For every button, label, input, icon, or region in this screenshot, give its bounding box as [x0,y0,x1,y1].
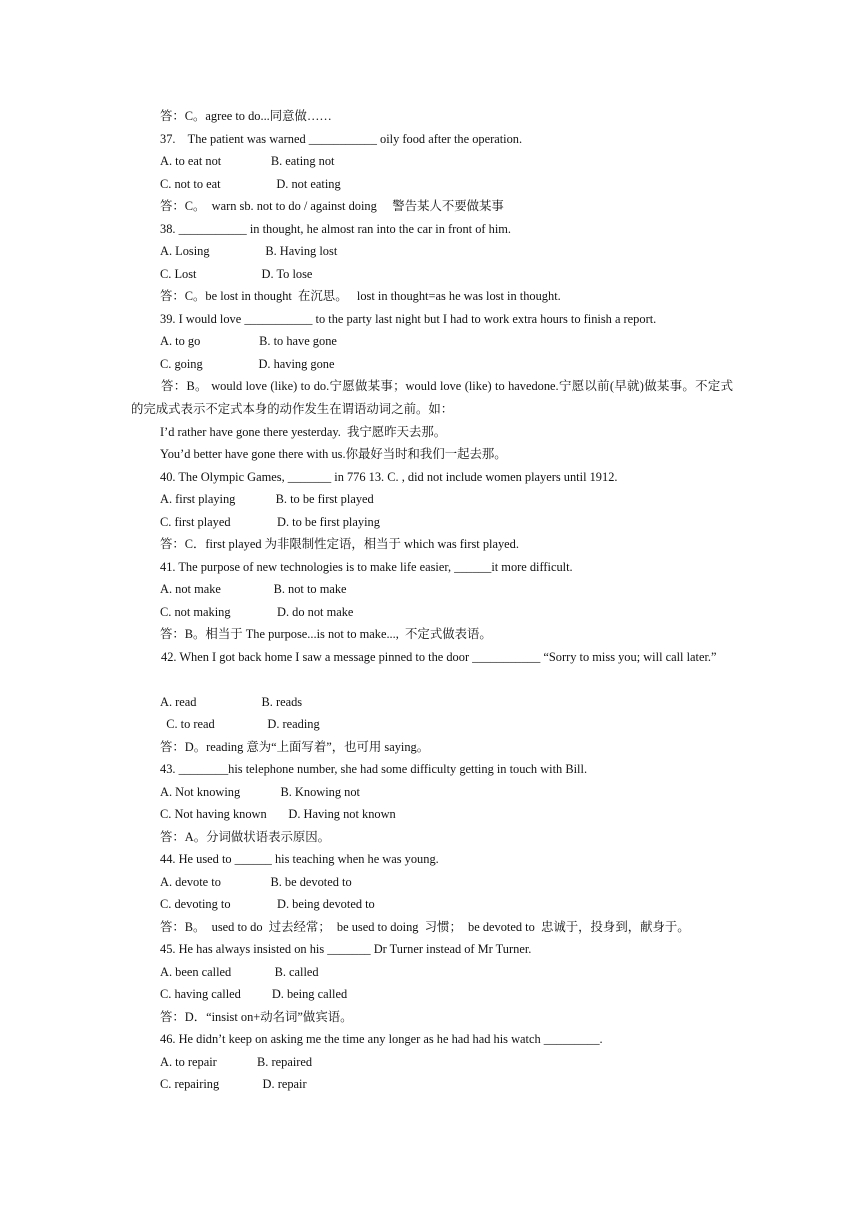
question-44: 44. He used to ______ his teaching when he was young. [160,852,439,866]
answer-36: 答：C。agree to do...同意做…… [160,109,332,123]
question-43: 43. ________his telephone number, she had some difficulty getting in touch with Bill. [160,762,588,776]
options-43-cd: C. Not having known D. Having not known [160,807,396,821]
question-40: 40. The Olympic Games, _______ in 776 13. C. , did not include women players until 1912. [160,470,618,484]
options-45-cd: C. having called D. being called [160,987,348,1001]
options-42-cd: C. to read D. reading [160,717,320,731]
question-45: 45. He has always insisted on his _______ Dr Turner instead of Mr Turner. [160,942,532,956]
answer-40: 答：C．first played 为非限制性定语，相当于 which was first played. [160,537,519,551]
answer-41: 答：B。相当于 The purpose...is not to make..., 不定式做表语。 [160,627,492,641]
answer-43: 答：A。分词做状语表示原因。 [160,830,331,844]
options-44-ab: A. devote to B. be devoted to [160,875,352,889]
options-39-ab: A. to go B. to have gone [160,334,337,348]
options-44-cd: C. devoting to D. being devoted to [160,897,375,911]
answer-39: 答：B。 would love (like) to do.宁愿做某事；would love (like) to havedone.宁愿以前(早就)做某事。不定式的完成式表示不定式本身的动作发生在谓语动词之前。如： [131,379,733,416]
options-42-ab: A. read B. reads [160,695,303,709]
answer-37: 答：C。 warn sb. not to do / against doing 警告某人不要做某事 [160,199,504,213]
question-39: 39. I would love ___________ to the party last night but I had to work extra hours to finish a report. [160,312,657,326]
example-sentence-1: I’d rather have gone there yesterday. 我宁愿昨天去那。 [160,425,447,439]
options-39-cd: C. going D. having gone [160,357,335,371]
answer-38: 答：C。be lost in thought 在沉思。 lost in thought=as he was lost in thought. [160,289,561,303]
answer-42: 答：D。reading 意为“上面写着”，也可用 saying。 [160,740,430,754]
options-43-ab: A. Not knowing B. Knowing not [160,785,360,799]
example-sentence-2: You’d better have gone there with us.你最好当时和我们一起去那。 [160,447,507,461]
answer-44: 答：B。 used to do 过去经常； be used to doing 习惯； be devoted to 忠诚于，投身到，献身于。 [160,920,690,934]
question-41: 41. The purpose of new technologies is to make life easier, ______it more difficult. [160,560,573,574]
options-41-ab: A. not make B. not to make [160,582,347,596]
options-45-ab: A. been called B. called [160,965,319,979]
options-37-cd: C. not to eat D. not eating [160,177,341,191]
answer-45: 答：D．“insist on+动名词”做宾语。 [160,1010,353,1024]
question-37: 37. The patient was warned ___________ oily food after the operation. [160,132,523,146]
options-46-ab: A. to repair B. repaired [160,1055,313,1069]
options-40-cd: C. first played D. to be first playing [160,515,380,529]
question-42: 42. When I got back home I saw a message pinned to the door ___________ “Sorry to miss you; will call later.” [161,650,717,664]
options-46-cd: C. repairing D. repair [160,1077,307,1091]
options-37-ab: A. to eat not B. eating not [160,154,335,168]
question-46: 46. He didn’t keep on asking me the time any longer as he had had his watch _________. [160,1032,603,1046]
options-38-cd: C. Lost D. To lose [160,267,313,281]
options-41-cd: C. not making D. do not make [160,605,354,619]
question-38: 38. ___________ in thought, he almost ran into the car in front of him. [160,222,512,236]
options-40-ab: A. first playing B. to be first played [160,492,374,506]
options-38-ab: A. Losing B. Having lost [160,244,338,258]
